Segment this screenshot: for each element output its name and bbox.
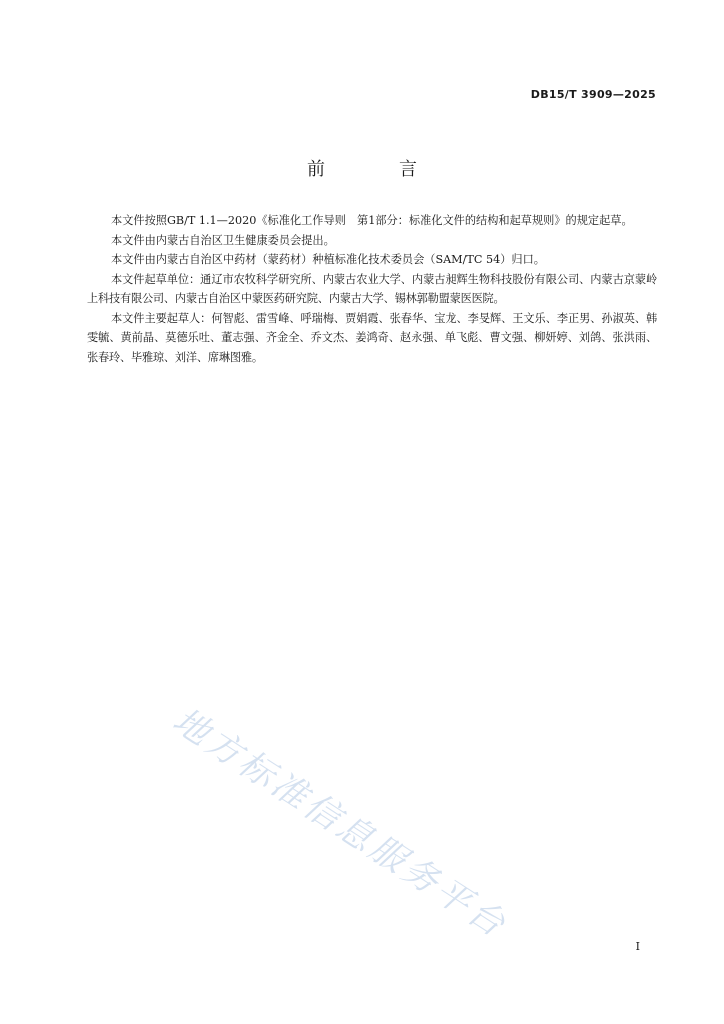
page-title: 前 言 [307, 159, 445, 180]
foreword-body [87, 211, 657, 367]
paragraph-drafting-units: 本文件起草单位：通辽市农牧科学研究所、内蒙古农业大学、内蒙古昶辉生物科技股份有限公司、内蒙古京蒙岭上科技有限公司、内蒙古自治区中蒙医药研究院、内蒙古大学、锡林郭勒盟蒙医医院。 [87, 272, 657, 305]
watermark: 地方标准信息服务平台 [165, 700, 515, 947]
page-number: I [635, 940, 640, 953]
document-code: DB15/T 3909—2025 [530, 88, 656, 101]
paragraph-centralized-unit: 本文件由内蒙古自治区中药材（蒙药材）种植标准化技术委员会（SAM/TC 54）归口。 [111, 253, 545, 266]
paragraph-proposer: 本文件由内蒙古自治区卫生健康委员会提出。 [111, 233, 335, 247]
paragraph-main-drafters: 本文件主要起草人：何智彪、雷雪峰、呼瑞梅、贾娟霞、张春华、宝龙、李旻辉、王文乐、李正男、孙淑英、韩雯毓、黄前晶、莫德乐吐、董志强、齐金全、乔文杰、姜鸿奇、赵永强、单飞彪、曹文强、柳妍婷、刘鸽、张洪雨、张春玲、毕雅琼、刘洋、席琳图雅。 [87, 311, 657, 364]
paragraph-drafting-basis: 本文件按照GB/T 1.1—2020《标准化工作导则 第1部分：标准化文件的结构和起草规则》的规定起草。 [111, 214, 633, 227]
